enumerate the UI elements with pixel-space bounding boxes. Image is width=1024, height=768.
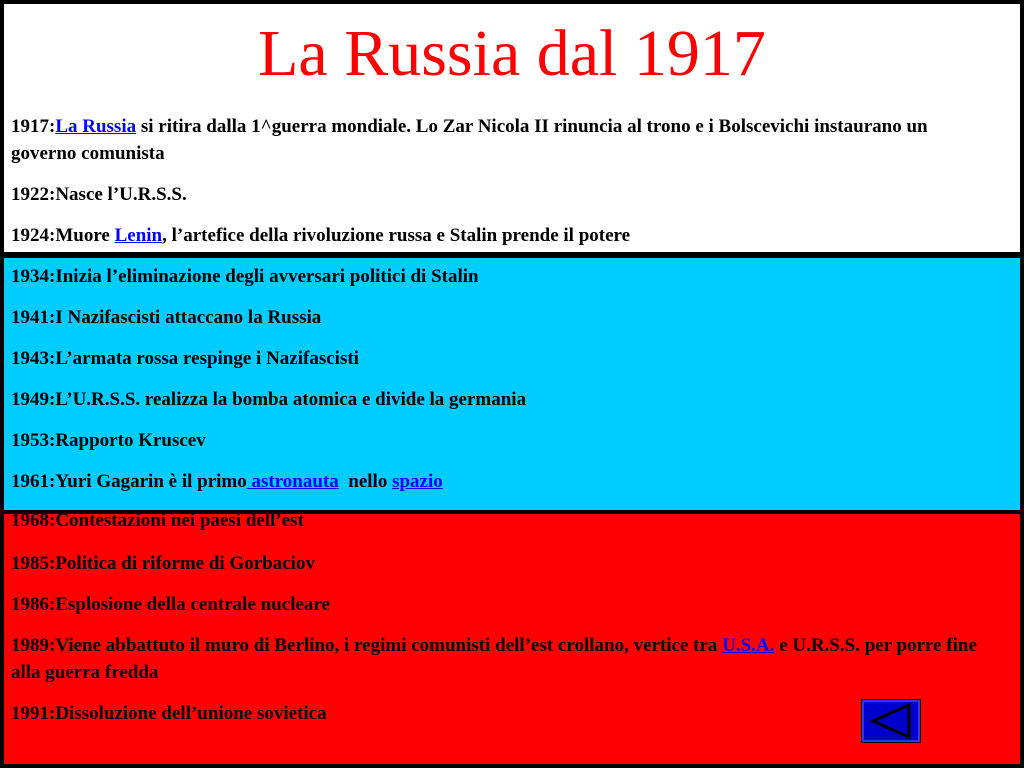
event-1924-text: , l’artefice della rivoluzione russa e Stalin prende il potere: [162, 225, 631, 246]
back-button[interactable]: [861, 699, 921, 743]
link-usa[interactable]: U.S.A.: [722, 635, 775, 656]
event-1989-text: 1989:Viene abbattuto il muro di Berlino, i regimi comunisti dell’est crollano, vertice tra: [11, 635, 723, 656]
event-1991: 1991:Dissoluzione dell’unione sovietica: [11, 703, 327, 724]
event-1953: 1953:Rapporto Kruscev: [11, 430, 206, 451]
event-1961: [11, 468, 984, 495]
event-1917: [11, 113, 984, 167]
event-1924: [11, 222, 984, 249]
event-1961-mid: nello: [338, 471, 393, 492]
event-1989: [11, 632, 984, 686]
link-spazio[interactable]: spazio: [392, 471, 443, 492]
event-1985: 1985:Politica di riforme di Gorbaciov: [11, 553, 315, 574]
event-1949: 1949:L’U.R.S.S. realizza la bomba atomica e divide la germania: [11, 389, 527, 410]
link-astronauta[interactable]: astronauta: [246, 471, 339, 492]
back-triangle-icon: [861, 699, 921, 743]
page-title: La Russia dal 1917: [258, 17, 766, 90]
event-1917-year: 1917:: [11, 116, 56, 137]
event-1961-text: 1961:Yuri Gagarin è il primo: [11, 471, 247, 492]
event-1986: 1986:Esplosione della centrale nucleare: [11, 594, 330, 615]
event-1917-text: si ritira dalla 1^guerra mondiale. Lo Zar Nicola II rinuncia al trono e i Bolscevichi instaurano un governo comunista: [11, 116, 928, 164]
event-1934: 1934:Inizia l’eliminazione degli avversari politici di Stalin: [11, 266, 479, 287]
event-1941: 1941:I Nazifascisti attaccano la Russia: [11, 307, 322, 328]
event-1989-text-end: e U.R.S.S. per porre fine alla guerra fredda: [11, 635, 977, 683]
event-1943: 1943:L’armata rossa respinge i Nazifascisti: [11, 348, 359, 369]
event-1968: [11, 514, 984, 534]
link-lenin[interactable]: Lenin: [114, 225, 163, 246]
link-la-russia[interactable]: La Russia: [55, 116, 137, 137]
event-1968-text: 1968:Contestazioni nei paesi dell’est: [11, 514, 304, 531]
event-1924-year: 1924:Muore: [11, 225, 115, 246]
event-1922: 1922:Nasce l’U.R.S.S.: [11, 184, 187, 205]
